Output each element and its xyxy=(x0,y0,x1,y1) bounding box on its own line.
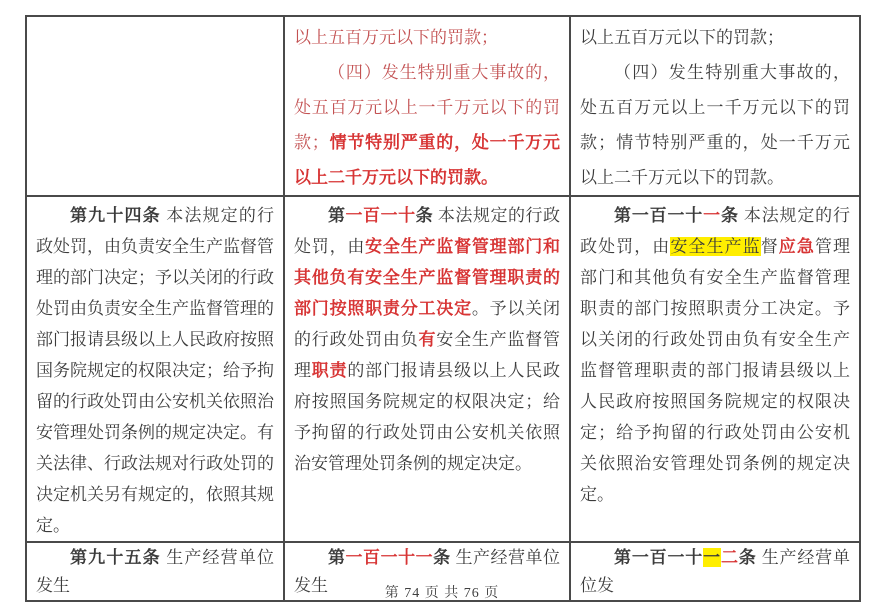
article-number: 条 xyxy=(720,206,739,225)
body-text: 本法规定的行政处罚，由 xyxy=(580,206,851,256)
inserted-text: 二 xyxy=(720,548,739,567)
body-text: 安全生产监督管理 xyxy=(294,330,561,380)
paragraph xyxy=(580,20,850,55)
body-text: 。予以关闭的行政处罚由负 xyxy=(294,299,561,349)
article-number-changed: 一 xyxy=(703,206,721,225)
changed-text: 以上五百万元以下的罚款； xyxy=(294,28,498,47)
body-text: 的部门报请县级以上人民政府按照国务院规定的权限决定；给予拘留的行政处罚由公安机关依照治安管理处罚条例的规定决定。 xyxy=(294,361,561,473)
body-text: 以上五百万元以下的罚款； xyxy=(580,28,784,47)
article-number: 条 xyxy=(415,206,434,225)
body-text: 生产经营单位发生 xyxy=(294,548,561,595)
page-footer: 第 74 页 共 76 页 xyxy=(384,586,500,601)
article-number: 第 xyxy=(328,206,346,225)
paragraph xyxy=(294,200,560,479)
cell-r1-revised-draft xyxy=(284,16,570,196)
cell-r1-current-law xyxy=(570,16,860,196)
paragraph xyxy=(294,20,560,55)
article-number: 条 xyxy=(433,548,451,567)
highlighted-text: 安全生产监 xyxy=(670,237,761,256)
cell-article-94-previous-law xyxy=(26,196,284,542)
article-number: 第九十五条 xyxy=(70,548,161,567)
article-number: 第 xyxy=(328,548,346,567)
paragraph xyxy=(36,200,274,541)
changed-text: 安全生产监督管理部门和其他负有安全生产监督管理职责的部门按照职责分工决定 xyxy=(294,237,561,318)
law-comparison-table xyxy=(25,15,861,602)
article-number: 第九十四条 xyxy=(70,206,161,225)
paragraph xyxy=(580,55,850,195)
cell-article-111-current-law xyxy=(570,196,860,542)
table-row xyxy=(26,16,860,196)
highlighted-text: 一 xyxy=(703,548,721,567)
body-text: 管理部门和其他负有安全生产监督管理职责的部门按照职责分工决定。予以关闭的行政处罚由负有安全生产监督管理职责的部门报请县级以上人民政府按照国务院规定的权限决定；给予拘留的行政处罚由公安机关依照治安管理处罚条例的规定决定。 xyxy=(580,237,851,504)
body-text: （四）发生特别重大事故的，处五百万元以上一千万元以下的罚款；情节特别严重的，处一千万元以上二千万元以下的罚款。 xyxy=(580,63,850,187)
article-number-changed: 一百一十一 xyxy=(345,548,434,567)
article-number: 第一百一十 xyxy=(614,206,704,225)
body-text: 生产经营单位发生 xyxy=(36,548,275,595)
body-text: 本法规定的行政处罚，由 xyxy=(294,206,561,256)
changed-text: 有 xyxy=(418,330,437,349)
cell-article-110-revised-draft xyxy=(284,196,570,542)
table-row xyxy=(26,196,860,542)
changed-text: 职责 xyxy=(311,361,348,380)
paragraph xyxy=(580,200,850,510)
article-number-changed: 一百一十 xyxy=(345,206,416,225)
article-number: 条 xyxy=(738,548,757,567)
emphasized-changed-text: 情节特别严重的，处一千万元以上二千万元以下的罚款。 xyxy=(294,133,561,187)
cell-r1-previous-law-empty xyxy=(26,16,284,196)
body-text: 本法规定的行政处罚，由负责安全生产监督管理的部门决定；予以关闭的行政处罚由负责安全生产监督管理的部门报请县级以上人民政府按照国务院规定的权限决定；给予拘留的行政处罚由公安机关依照治安管理处罚条例的规定决定。有关法律、行政法规对行政处罚的决定机关另有规定的，依照其规定。 xyxy=(36,206,275,535)
paragraph xyxy=(294,55,560,195)
changed-text: （四）发生特别重大事故的，处五百万元以上一千万元以下的罚款； xyxy=(294,63,560,152)
inserted-text: 应急 xyxy=(778,237,815,256)
article-number: 第一百一十 xyxy=(614,548,704,567)
body-text: 督 xyxy=(760,237,779,256)
body-text: 生产经营单位发 xyxy=(580,548,851,595)
